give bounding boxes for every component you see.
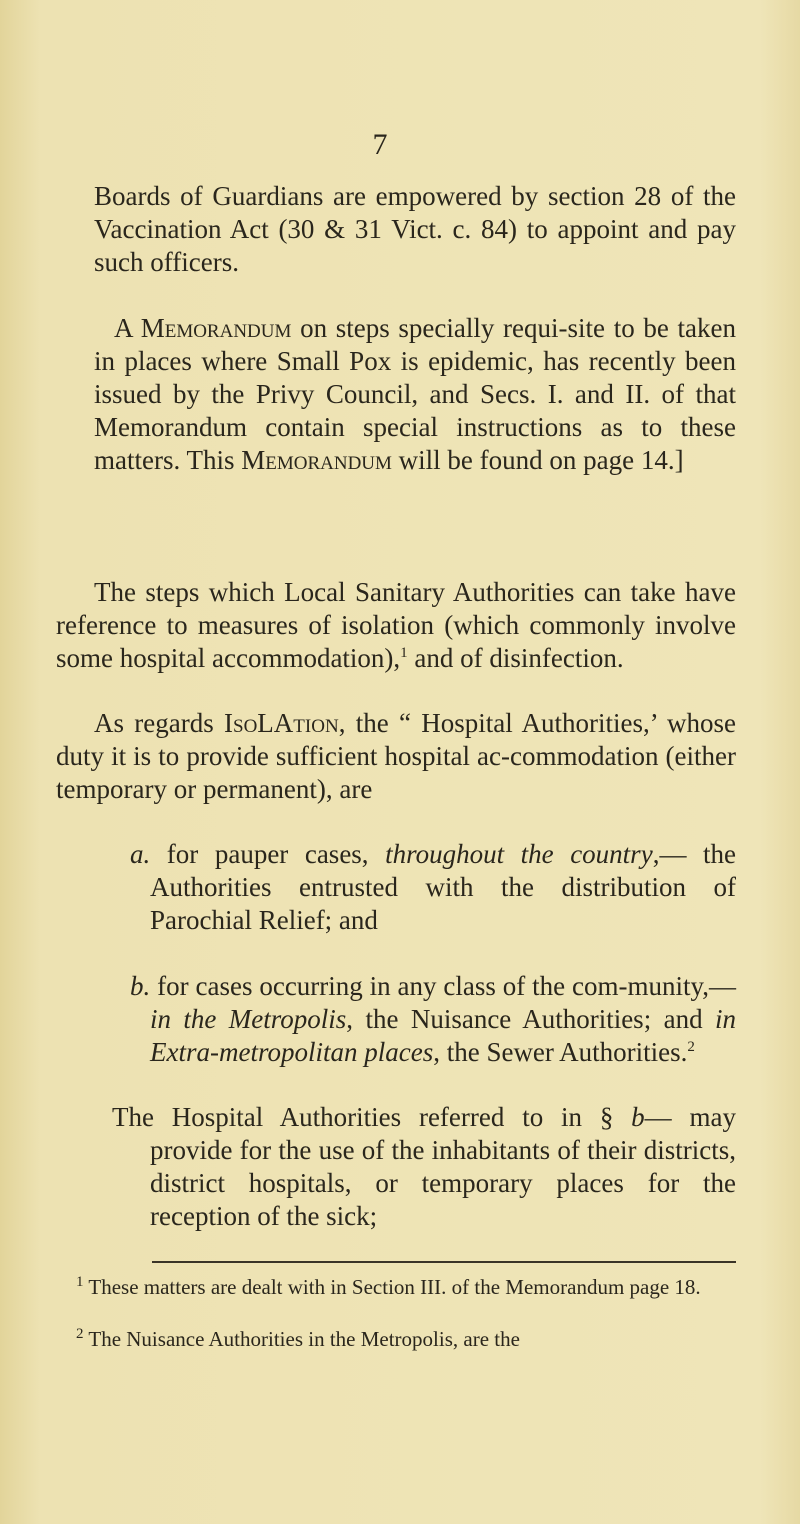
paragraph-text: The Hospital Authorities referred to in § — [112, 1102, 632, 1132]
footnote-ref: 2 — [687, 1039, 695, 1055]
paragraph-guardians — [94, 180, 736, 279]
footnote-text: These matters are dealt with in Section III. of the Memorandum page 18. — [83, 1275, 701, 1299]
paragraph-text: — may provide for the use of the inhabitants of their districts, district hospitals, or temporary places for the reception of the sick; — [150, 1102, 736, 1231]
italic-phrase: in Extra-metropolitan places — [150, 1004, 736, 1067]
footnote-text: The Nuisance Authorities in the Metropolis, are the — [83, 1327, 520, 1351]
paragraph-text: ,— the Authorities entrusted with the distribution of Parochial Relief; and — [150, 839, 736, 935]
footnote-number: 1 — [76, 1274, 84, 1290]
paragraph-hospital — [56, 1101, 736, 1233]
page-number: 7 — [372, 128, 388, 161]
italic-phrase: in the Metropolis — [150, 1004, 347, 1034]
footnote-2 — [56, 1326, 736, 1352]
paragraph-text: , the “ Hospital Authorities,’ whose duty it is to provide sufficient hospital ac-commodation (either temporary or permanent), are — [56, 708, 737, 804]
list-item-b — [56, 970, 736, 1069]
memorandum-term: Memorandum — [140, 313, 292, 343]
paragraph-text: for cases occurring in any class of the com-munity,— — [150, 971, 736, 1001]
footnote-number: 2 — [76, 1326, 84, 1342]
paragraph-text: will be found on page 14.] — [391, 445, 684, 475]
list-item-a — [56, 838, 736, 937]
paragraph-text: As regards — [94, 708, 225, 738]
paragraph-text: and of disinfection. — [407, 643, 624, 673]
paragraph-text: on steps specially requi-site to be taken in places where Small Pox is epidemic, has recently been issued by the Privy Council, and Secs. I. and II. of that Memorandum contain special instructions as to these matters. This — [94, 313, 737, 475]
list-label: b. — [130, 971, 151, 1001]
paragraph-text: A — [114, 313, 133, 343]
memorandum-term: Memorandum — [241, 445, 392, 475]
paragraph-steps — [56, 576, 736, 675]
italic-phrase: throughout the country — [385, 839, 653, 869]
paragraph-text: for pauper cases, — [150, 839, 386, 869]
paragraph-text: , the Nuisance Authorities; and — [346, 1004, 715, 1034]
footnote-divider — [152, 1261, 736, 1263]
isolation-term: IsoLAtion — [224, 708, 339, 738]
italic-phrase: b — [631, 1102, 645, 1132]
paragraph-memorandum — [94, 312, 736, 477]
paragraph-text: , the Sewer Authorities. — [433, 1037, 688, 1067]
paragraph-isolation — [56, 707, 736, 806]
list-label: a. — [130, 839, 151, 869]
paragraph-text: The steps which Local Sanitary Authorities can take have reference to measures of isolation (which commonly involve some hospital accommodation), — [56, 577, 736, 673]
footnote-ref: 1 — [400, 645, 408, 661]
footnote-1 — [56, 1274, 736, 1300]
paragraph-text: Boards of Guardians are empowered by section 28 of the Vaccination Act (30 & 31 Vict. c. 84) to appoint and pay such officers. — [94, 181, 736, 277]
